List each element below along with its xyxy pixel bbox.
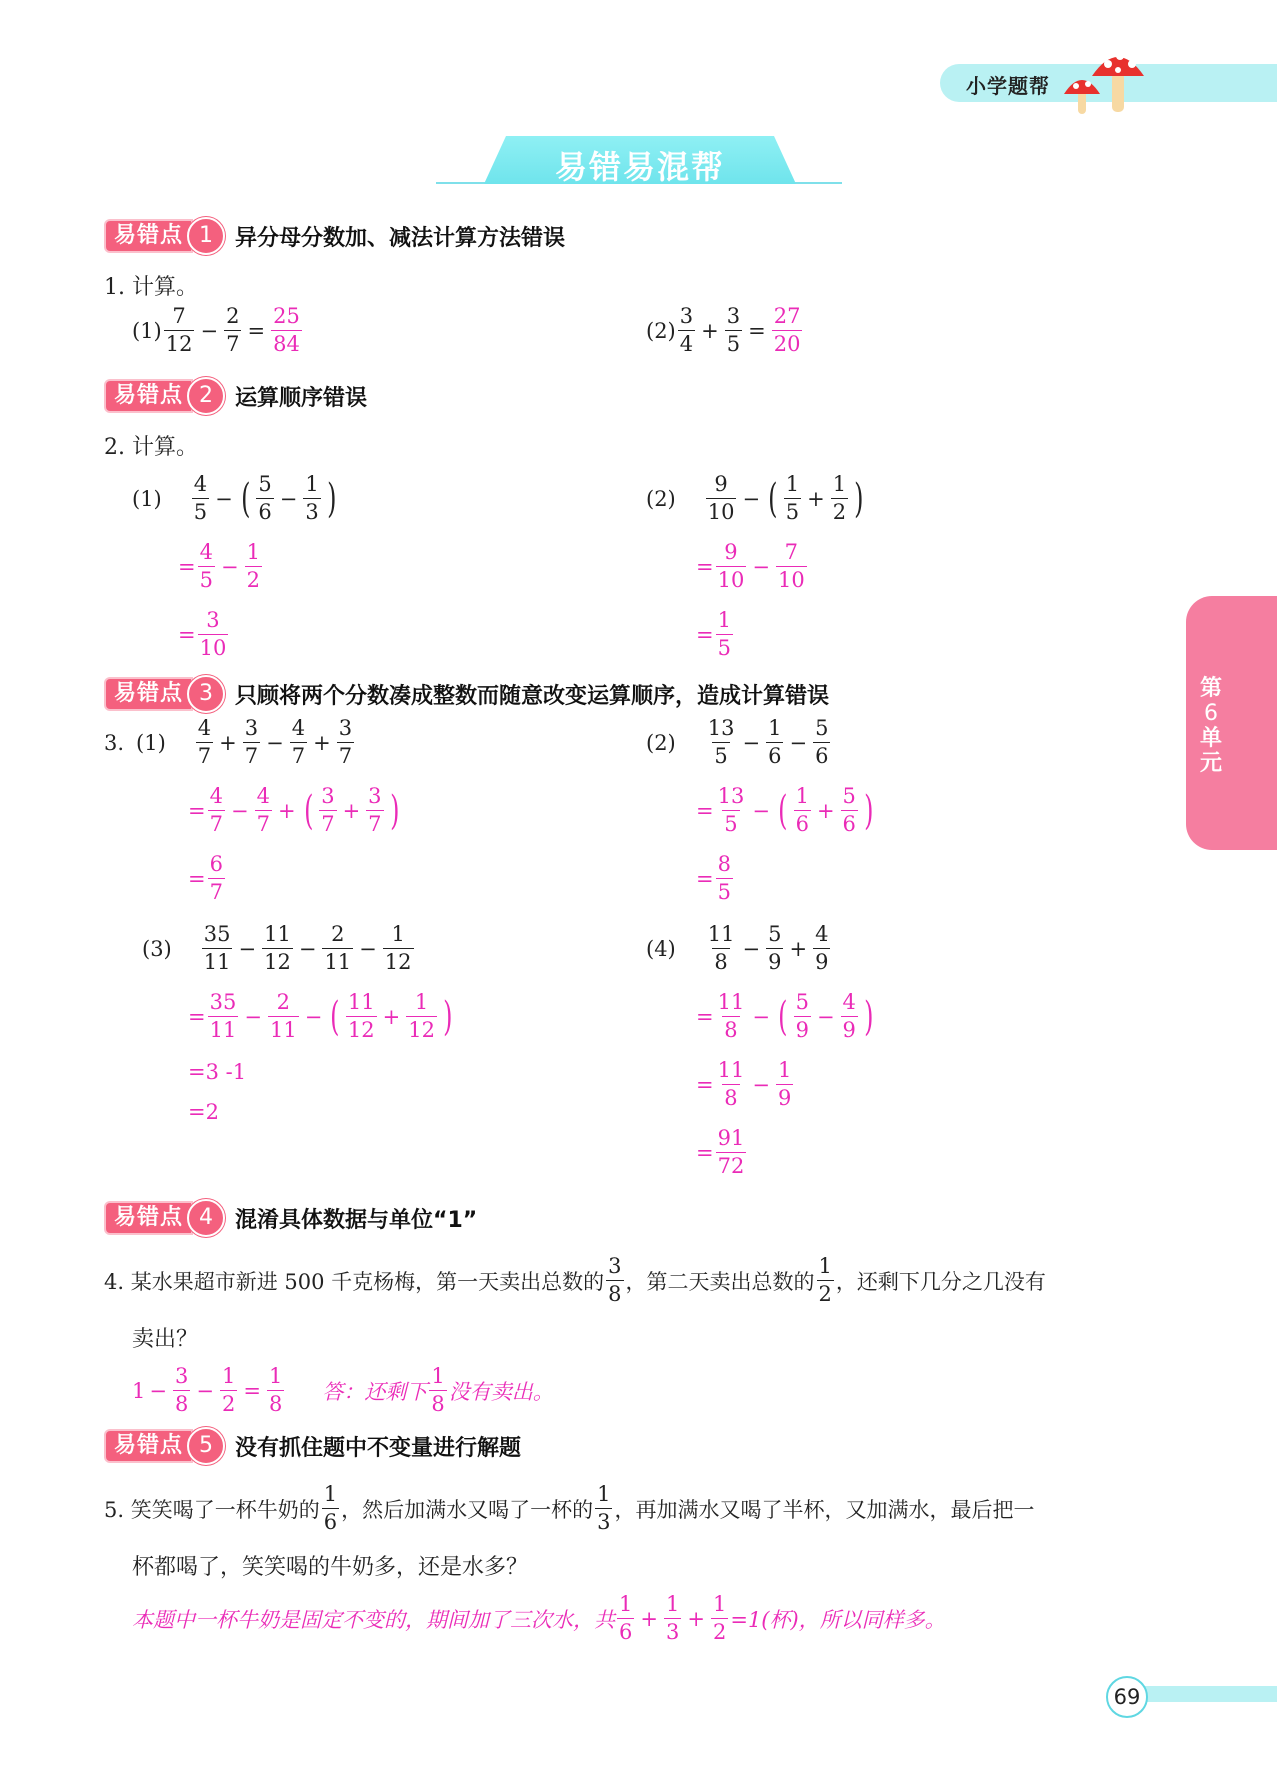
- section-heading-4: 易错点 4 混淆具体数据与单位“1”: [106, 1198, 477, 1238]
- unit-label: 第 6 单 元: [1199, 676, 1222, 776]
- q3-part-2: (2) $\frac{13}{5}$ − $\frac{1}{6}$ − $\frac{5}{6}$: [646, 716, 829, 768]
- q3-3-step-2: =3 -1: [188, 1060, 247, 1084]
- question-5-line-1: 5. 笑笑喝了一杯牛奶的 $\frac{1}{6}$ ，然后加满水又喝了一杯的 $\frac{1}{3}$ ，再加满水又喝了半杯，又加满水，最后把一: [104, 1482, 1035, 1534]
- q3-4-result: = $\frac{91}{72}$: [696, 1126, 745, 1178]
- section-heading-1: [106, 216, 565, 256]
- q3-part-4: (4) $\frac{11}{8}$ − $\frac{5}{9}$ + $\frac{4}{9}$: [646, 922, 829, 974]
- q4-answer: 1 − $\frac{3}{8}$ − $\frac{1}{2}$ = $\frac{1}{8}$ 答：还剩下 $\frac{1}{8}$ 没有卖出。: [132, 1364, 554, 1416]
- section-heading-3: 易错点 3 只顾将两个分数凑成整数而随意改变运算顺序，造成计算错误: [106, 674, 829, 714]
- q2-2-result: = $\frac{1}{5}$: [696, 608, 731, 660]
- q2-part-2: (2) $\frac{9}{10}$ − ( $\frac{1}{5}$ + $\frac{1}{2}$ ): [646, 472, 864, 524]
- section-number: 1: [187, 217, 225, 255]
- q3-2-result: = $\frac{8}{5}$: [696, 852, 731, 904]
- page-number: 69: [1106, 1676, 1148, 1718]
- q1-part-2: (2) $\frac{3}{4}$ + $\frac{3}{5}$ = $\frac{27}{20}$: [646, 304, 801, 356]
- question-4-line-1: 4. 某水果超市新进 500 千克杨梅，第一天卖出总数的 $\frac{3}{8}$ ，第二天卖出总数的 $\frac{1}{2}$ ，还剩下几分之几没有: [104, 1254, 1046, 1306]
- section-heading-5: 易错点 5 没有抓住题中不变量进行解题: [106, 1426, 521, 1466]
- question-2-prompt: 2. 计算。: [104, 435, 198, 460]
- page-title: 易错易混帮: [554, 148, 725, 186]
- mushroom-icon: [1058, 44, 1148, 118]
- q3-4-step-2: = $\frac{11}{8}$ − $\frac{1}{9}$: [696, 1058, 792, 1110]
- q3-part-3: (3) $\frac{35}{11}$ − $\frac{11}{12}$ − $\frac{2}{11}$ − $\frac{1}{12}$: [142, 922, 412, 974]
- q3-1-step-1: = $\frac{4}{7}$ − $\frac{4}{7}$ + ( $\frac{3}{7}$ + $\frac{3}{7}$ ): [188, 784, 400, 836]
- q1-part-1: (1) $\frac{7}{12}$ − $\frac{2}{7}$ = $\frac{25}{84}$: [132, 304, 300, 356]
- question-5-line-2: 杯都喝了，笑笑喝的牛奶多，还是水多？: [132, 1555, 529, 1580]
- q3-part-1: 3. (1) $\frac{4}{7}$ + $\frac{3}{7}$ − $\frac{4}{7}$ + $\frac{3}{7}$: [104, 716, 353, 768]
- answer: $\frac{27}{20}$: [773, 304, 801, 356]
- question-1-prompt: 1. 计算。: [104, 275, 198, 300]
- q2-2-step-1: = $\frac{9}{10}$ − $\frac{7}{10}$: [696, 540, 805, 592]
- q3-3-step-1: = $\frac{35}{11}$ − $\frac{2}{11}$ − ( $\frac{11}{12}$ + $\frac{1}{12}$ ): [188, 990, 453, 1042]
- section-title: 异分母分数加、减法计算方法错误: [235, 225, 566, 251]
- q2-part-1: (1) $\frac{4}{5}$ − ( $\frac{5}{6}$ − $\frac{1}{3}$ ): [132, 472, 337, 524]
- q3-1-result: = $\frac{6}{7}$: [188, 852, 223, 904]
- question-4-line-2: 卖出？: [132, 1327, 199, 1352]
- section-badge: 易错点: [106, 221, 191, 251]
- q3-4-step-1: = $\frac{11}{8}$ − ( $\frac{5}{9}$ − $\frac{4}{9}$ ): [696, 990, 874, 1042]
- section-heading-2: 易错点 2 运算顺序错误: [106, 376, 367, 416]
- q2-1-result: = $\frac{3}{10}$: [178, 608, 227, 660]
- q3-2-step-1: = $\frac{13}{5}$ − ( $\frac{1}{6}$ + $\frac{5}{6}$ ): [696, 784, 874, 836]
- answer: $\frac{25}{84}$: [273, 304, 300, 356]
- page-number-bar: [1136, 1686, 1277, 1702]
- q3-3-result: =2: [188, 1100, 219, 1124]
- q2-1-step-1: = $\frac{4}{5}$ − $\frac{1}{2}$: [178, 540, 260, 592]
- brand-label: 小学题帮: [966, 74, 1050, 98]
- q5-answer: 本题中一杯牛奶是固定不变的，期间加了三次水，共 $\frac{1}{6}$ + $\frac{1}{3}$ + $\frac{1}{2}$ =1(杯)，所以同样多。: [132, 1592, 946, 1644]
